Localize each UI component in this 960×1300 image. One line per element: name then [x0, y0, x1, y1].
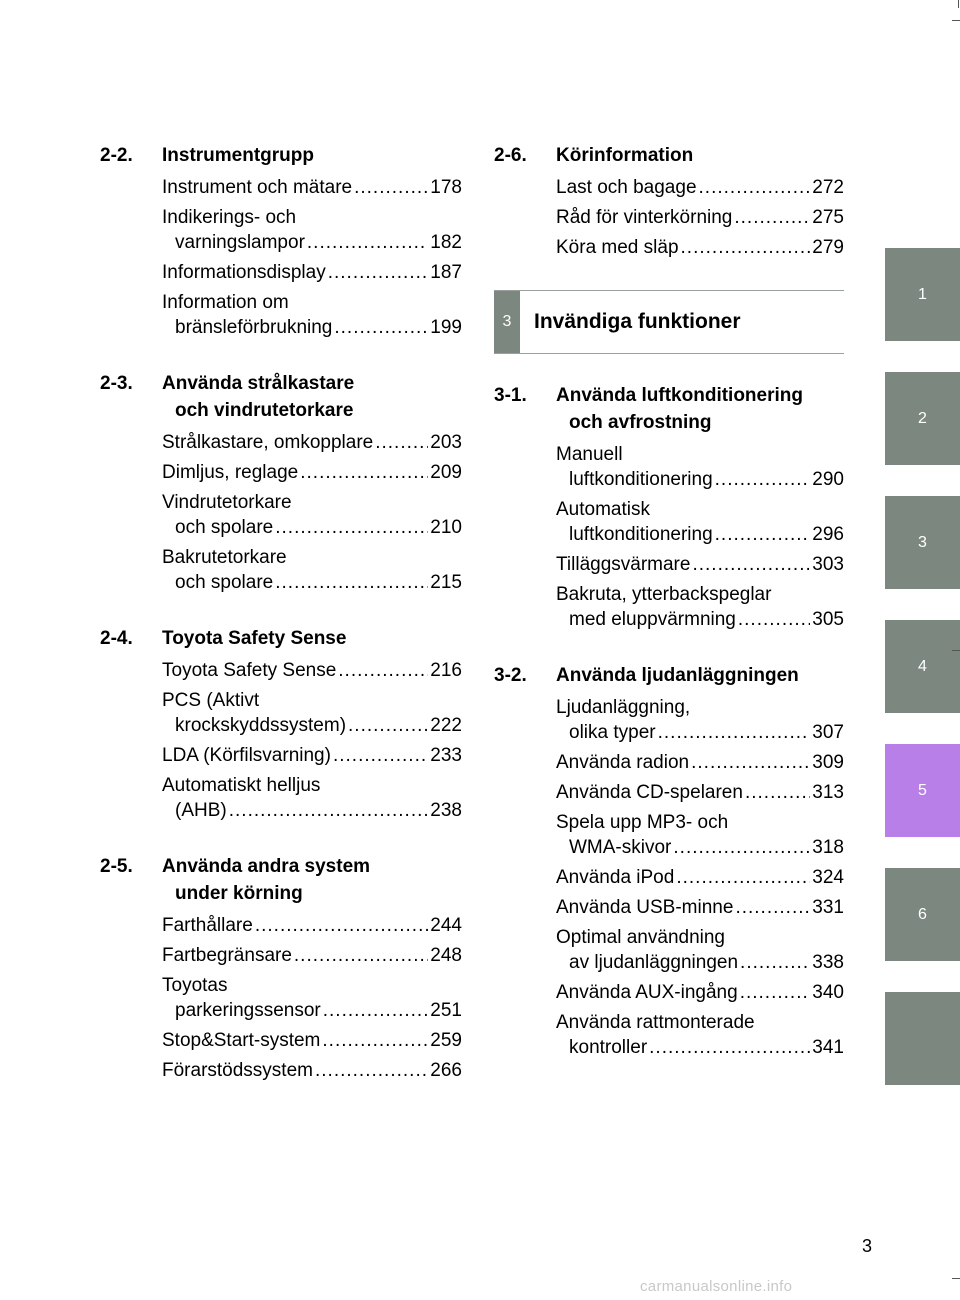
section-heading: [100, 853, 462, 907]
crop-mark: [952, 1278, 960, 1279]
entry-page-number: 244: [430, 915, 462, 936]
toc-entry[interactable]: [162, 205, 462, 255]
entry-page-number: 233: [430, 745, 462, 766]
section-heading: [100, 370, 462, 424]
section-title-line: under körning: [175, 883, 303, 904]
toc-entry[interactable]: [556, 865, 844, 890]
entry-text: Köra med släp: [556, 237, 679, 258]
entry-text: Strålkastare, omkopplare: [162, 432, 374, 453]
entry-text: Använda AUX-ingång: [556, 982, 738, 1003]
toc-entry[interactable]: [556, 750, 844, 775]
entry-page-number: 266: [430, 1060, 462, 1081]
section-heading: [100, 142, 462, 169]
entry-text: Använda CD-spelaren: [556, 782, 743, 803]
entry-text: Förarstödssystem: [162, 1060, 313, 1081]
entry-text: Ljudanläggning,: [556, 697, 691, 718]
dot-leader: [715, 522, 811, 547]
toc-entry[interactable]: [556, 1010, 844, 1060]
toc-entry[interactable]: [162, 658, 462, 683]
dot-leader: [354, 175, 428, 200]
section-heading: [494, 662, 844, 689]
dot-leader: [691, 750, 810, 775]
section-number: 2-2.: [100, 145, 133, 166]
dot-leader: [255, 913, 428, 938]
dot-leader: [734, 205, 810, 230]
section-number: 3-1.: [494, 385, 527, 406]
section-title-line: Använda luftkonditionering: [556, 385, 803, 406]
section-title-line: och avfrostning: [569, 412, 712, 433]
toc-entry[interactable]: [162, 545, 462, 595]
section-heading: [494, 382, 844, 436]
entry-text: Tilläggsvärmare: [556, 554, 691, 575]
entry-text: Informationsdisplay: [162, 262, 326, 283]
dot-leader: [300, 460, 428, 485]
entry-page-number: 275: [812, 207, 844, 228]
toc-entry[interactable]: [162, 260, 462, 285]
entry-page-number: 307: [812, 722, 844, 743]
toc-entry[interactable]: [556, 497, 844, 547]
toc-section: [100, 853, 462, 1083]
section-title: [556, 142, 844, 169]
toc-right-column: [494, 142, 844, 1090]
section-number: 2-4.: [100, 628, 133, 649]
dot-leader: [307, 230, 428, 255]
entry-text: Stop&Start-system: [162, 1030, 321, 1051]
section-number: 2-6.: [494, 145, 527, 166]
entry-text: (AHB): [175, 800, 227, 821]
dot-leader: [229, 798, 429, 823]
entry-text: Använda USB-minne: [556, 897, 734, 918]
section-title-line: Använda ljudanläggningen: [556, 665, 799, 686]
toc-entry[interactable]: [162, 175, 462, 200]
toc-entry[interactable]: [556, 552, 844, 577]
entry-page-number: 238: [430, 800, 462, 821]
toc-section: [100, 625, 462, 823]
dot-leader: [323, 998, 429, 1023]
dot-leader: [649, 1035, 810, 1060]
entry-text: Toyota Safety Sense: [162, 660, 337, 681]
entry-page-number: 251: [430, 1000, 462, 1021]
chapter-tab-2[interactable]: 2: [885, 372, 960, 465]
entry-text: Toyotas: [162, 975, 228, 996]
toc-entry[interactable]: [556, 925, 844, 975]
chapter-tab-blank[interactable]: [885, 992, 960, 1085]
dot-leader: [735, 895, 810, 920]
entry-text: luftkonditionering: [569, 524, 713, 545]
toc-entry[interactable]: [162, 430, 462, 455]
toc-entry[interactable]: [162, 1058, 462, 1083]
toc-entry[interactable]: [556, 175, 844, 200]
entry-text: med eluppvärmning: [569, 609, 736, 630]
section-title: [556, 382, 844, 436]
entry-page-number: 209: [430, 462, 462, 483]
page-number: 3: [862, 1236, 873, 1256]
entry-text: LDA (Körfilsvarning): [162, 745, 331, 766]
section-number: 3-2.: [494, 665, 527, 686]
dot-leader: [699, 175, 811, 200]
entry-text: Vindrutetorkare: [162, 492, 292, 513]
entry-text: krockskyddssystem): [175, 715, 347, 736]
section-title: [556, 662, 844, 689]
toc-entry[interactable]: [162, 688, 462, 738]
dot-leader: [673, 835, 810, 860]
entry-page-number: 290: [812, 469, 844, 490]
entry-text: Information om: [162, 292, 289, 313]
section-number: 2-5.: [100, 856, 133, 877]
dot-leader: [745, 780, 810, 805]
dot-leader: [348, 713, 428, 738]
entry-page-number: 324: [812, 867, 844, 888]
section-title: [162, 853, 462, 907]
entry-page-number: 259: [430, 1030, 462, 1051]
toc-entry[interactable]: [162, 743, 462, 768]
toc-section: [494, 382, 844, 632]
section-title-line: och vindrutetorkare: [175, 400, 354, 421]
entry-text: Optimal användning: [556, 927, 725, 948]
entry-text: Spela upp MP3- och: [556, 812, 729, 833]
dot-leader: [681, 235, 811, 260]
toc-entry[interactable]: [556, 810, 844, 860]
toc-entry[interactable]: [556, 780, 844, 805]
section-title-line: Använda strålkastare: [162, 373, 355, 394]
entry-text: och spolare: [175, 517, 274, 538]
entry-text: kontroller: [569, 1037, 648, 1058]
dot-leader: [740, 980, 811, 1005]
entry-page-number: 338: [812, 952, 844, 973]
toc-entry[interactable]: [556, 442, 844, 492]
entry-page-number: 331: [812, 897, 844, 918]
watermark: carmanualsonline.info: [640, 1278, 793, 1295]
entry-text: WMA-skivor: [569, 837, 672, 858]
entry-text: av ljudanläggningen: [569, 952, 739, 973]
dot-leader: [658, 720, 811, 745]
dot-leader: [738, 607, 810, 632]
entry-text: Indikerings- och: [162, 207, 297, 228]
toc-entry[interactable]: [556, 895, 844, 920]
toc-entry[interactable]: [162, 1028, 462, 1053]
section-title: [162, 370, 462, 424]
chapter-title: Invändiga funktioner: [534, 310, 741, 333]
dot-leader: [715, 467, 811, 492]
chapter-tab-5[interactable]: 5: [885, 744, 960, 837]
toc-entry[interactable]: [162, 973, 462, 1023]
chapter-tab-3[interactable]: 3: [885, 496, 960, 589]
entry-page-number: 178: [430, 177, 462, 198]
entry-text: Bakruta, ytterbackspeglar: [556, 584, 772, 605]
toc-entry[interactable]: [162, 773, 462, 823]
entry-text: Använda rattmonterade: [556, 1012, 755, 1033]
section-title: [162, 625, 462, 652]
entry-page-number: 303: [812, 554, 844, 575]
dot-leader: [294, 943, 428, 968]
entry-page-number: 199: [430, 317, 462, 338]
section-number: 2-3.: [100, 373, 133, 394]
dot-leader: [315, 1058, 428, 1083]
toc-entry[interactable]: [162, 913, 462, 938]
toc-entry[interactable]: [162, 943, 462, 968]
entry-text: Last och bagage: [556, 177, 697, 198]
entry-text: parkeringssensor: [175, 1000, 321, 1021]
toc-entry[interactable]: [556, 695, 844, 745]
chapter-number: 3: [494, 291, 520, 353]
entry-page-number: 340: [812, 982, 844, 1003]
entry-text: Använda radion: [556, 752, 690, 773]
entry-page-number: 222: [430, 715, 462, 736]
toc-entry[interactable]: [162, 290, 462, 340]
entry-page-number: 203: [430, 432, 462, 453]
entry-text: olika typer: [569, 722, 656, 743]
entry-page-number: 215: [430, 572, 462, 593]
dot-leader: [692, 552, 810, 577]
crop-mark: [952, 650, 960, 651]
dot-leader: [334, 315, 428, 340]
dot-leader: [275, 515, 428, 540]
section-heading: [100, 625, 462, 652]
entry-page-number: 210: [430, 517, 462, 538]
section-title-line: Körinformation: [556, 145, 694, 166]
entry-text: och spolare: [175, 572, 274, 593]
entry-page-number: 216: [430, 660, 462, 681]
chapter-tab-6[interactable]: 6: [885, 868, 960, 961]
dot-leader: [333, 743, 428, 768]
entry-page-number: 279: [812, 237, 844, 258]
entry-page-number: 248: [430, 945, 462, 966]
toc-entry[interactable]: [162, 460, 462, 485]
toc-section: [494, 662, 844, 1060]
entry-page-number: 313: [812, 782, 844, 803]
section-title-line: Instrumentgrupp: [162, 145, 314, 166]
entry-page-number: 341: [812, 1037, 844, 1058]
entry-text: bränsleförbrukning: [175, 317, 333, 338]
toc-section: [494, 142, 844, 260]
toc-left-column: [100, 142, 462, 1113]
entry-text: Automatiskt helljus: [162, 775, 321, 796]
entry-text: Använda iPod: [556, 867, 675, 888]
chapter-header: [494, 290, 844, 354]
section-title-line: Använda andra system: [162, 856, 371, 877]
entry-page-number: 318: [812, 837, 844, 858]
section-heading: [494, 142, 844, 169]
entry-text: varningslampor: [175, 232, 305, 253]
entry-text: Dimljus, reglage: [162, 462, 299, 483]
entry-page-number: 305: [812, 609, 844, 630]
entry-text: Instrument och mätare: [162, 177, 353, 198]
toc-entry[interactable]: [556, 205, 844, 230]
crop-mark: [958, 0, 959, 8]
toc-section: [100, 370, 462, 595]
dot-leader: [328, 260, 429, 285]
dot-leader: [375, 430, 428, 455]
crop-mark: [952, 20, 960, 21]
entry-page-number: 309: [812, 752, 844, 773]
toc-entry[interactable]: [556, 582, 844, 632]
entry-page-number: 272: [812, 177, 844, 198]
dot-leader: [322, 1028, 428, 1053]
entry-text: Manuell: [556, 444, 623, 465]
chapter-tab-1[interactable]: 1: [885, 248, 960, 341]
entry-text: Råd för vinterkörning: [556, 207, 733, 228]
toc-entry[interactable]: [162, 490, 462, 540]
dot-leader: [338, 658, 428, 683]
toc-entry[interactable]: [556, 235, 844, 260]
entry-text: PCS (Aktivt: [162, 690, 260, 711]
section-title: [162, 142, 462, 169]
dot-leader: [740, 950, 810, 975]
entry-text: Bakrutetorkare: [162, 547, 287, 568]
entry-text: Fartbegränsare: [162, 945, 292, 966]
entry-text: Farthållare: [162, 915, 253, 936]
entry-page-number: 187: [430, 262, 462, 283]
entry-text: Automatisk: [556, 499, 650, 520]
section-title-line: Toyota Safety Sense: [162, 628, 347, 649]
chapter-tab-4[interactable]: 4: [885, 620, 960, 713]
toc-entry[interactable]: [556, 980, 844, 1005]
entry-text: luftkonditionering: [569, 469, 713, 490]
dot-leader: [275, 570, 428, 595]
entry-page-number: 182: [430, 232, 462, 253]
entry-page-number: 296: [812, 524, 844, 545]
dot-leader: [676, 865, 810, 890]
toc-section: [100, 142, 462, 340]
